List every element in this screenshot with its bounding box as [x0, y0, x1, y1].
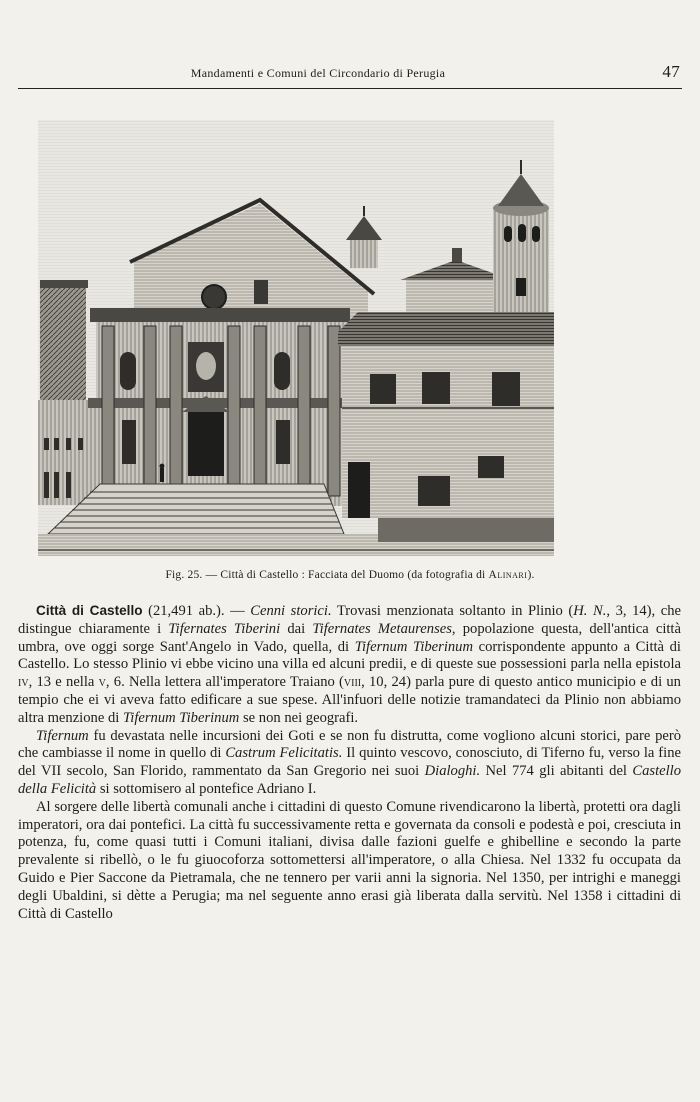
text-run: , 10, 24) parla pure di questo antico municipio e di un tempio che ei vi aveva fatto edificare a sue spese. All'infuori delle notizie tramandateci da Plinio non abbiamo altra menzione di: [18, 674, 681, 726]
roman-numeral: viii: [343, 674, 362, 691]
text-run: fu devastata nelle incursioni dei Goti e se non fu distrutta, come vogliono alcuni storici, pare però che cambiasse il nome in quello di: [18, 727, 681, 762]
running-head: [18, 62, 682, 84]
body-text: [18, 602, 681, 923]
text-run: si sottomisero al pontefice Adriano I.: [96, 780, 317, 797]
figure-caption: [18, 569, 682, 581]
cathedral-engraving: [38, 120, 554, 556]
paragraph-2: [18, 728, 681, 799]
text-run: , 6. Nella lettera all'imperatore Traiano (: [105, 674, 344, 691]
italic-run: Tifernum: [36, 727, 89, 744]
caption-credit: Alinari: [488, 569, 528, 581]
entry-heading: Città di Castello: [36, 603, 143, 618]
caption-text: Fig. 25. — Città di Castello : Facciata del Duomo (da fotografia di: [165, 569, 489, 581]
page-number: 47: [662, 62, 680, 81]
running-title: Mandamenti e Comuni del Circondario di Perugia: [190, 66, 446, 80]
text-run: Trovasi menzionata soltanto in Plinio (: [331, 603, 574, 619]
italic-run: Castello della Felicità: [18, 763, 682, 797]
text-run: se non nei geografi.: [239, 709, 359, 726]
paragraph-3: Al sorgere delle libertà comunali anche i cittadini di questo Comune rivendicarono la libertà, protetti ora dagli imperatori, ora dai pontefici. La città fu successivamente retta e governata da consoli e podestà e poi, cresciuta in potenza, fu, come quasi tutti i Comuni italiani, divisa dalle fazioni guelfe e ghibelline e secondo la parte prevalente si ribellò, o le fu giuocoforza sottomettersi all'imperatore, o alla Chiesa. Nel 1332 fu occupata da Guido e Pier Saccone da Pietramala, che ne tennero per varii anni la signoria. Nel 1350, per intrighi e maneggi degli Ubaldini, si dètte a Perugia; ma nel seguente anno erasi già liberata dalla servitù. Nel 1358 i cittadini di Città di Castello: [18, 798, 681, 922]
italic-run: Dialoghi.: [424, 763, 481, 780]
text-run: dai: [280, 620, 313, 637]
roman-numeral: v: [98, 674, 106, 691]
text-run: , 13 e nella: [28, 674, 99, 691]
caption-end: ).: [527, 569, 535, 581]
italic-run: Castrum Felicitatis.: [225, 745, 343, 762]
italic-run: Tifernum Tiberinum: [122, 709, 240, 726]
text-run: (21,491 ab.). —: [142, 603, 251, 619]
text-run: , 3, 14), che distingue chiaramente i: [18, 603, 681, 637]
text-run: corrispondente appunto a Città di Castello. Lo stesso Plinio vi ebbe vicino una villa ed alcuni predii, e di queste sue possessioni parla nella epistola: [18, 638, 681, 673]
italic-run: Tifernates Metaurenses,: [312, 620, 456, 637]
italic-run: H. N.: [573, 603, 607, 619]
paragraph-1: [18, 602, 681, 728]
text-run: Il quinto vescovo, conosciuto, di Tiferno fu, verso la fine del VII secolo, San Florido, rammentato da San Gregorio nei suoi: [18, 745, 681, 780]
header-rule: [18, 88, 682, 89]
text-run: Nel 774 gli abitanti del: [480, 763, 633, 780]
roman-numeral: iv: [18, 674, 29, 691]
italic-run: Tifernum Tiberinum: [354, 638, 474, 655]
italic-run: Cenni storici.: [250, 603, 332, 619]
cathedral-facade-illustration: [38, 120, 554, 556]
text-run: popolazione questa, dell'antica città umbra, ove oggi sorge Sant'Angelo in Vado, quella, di: [18, 620, 681, 655]
italic-run: Tifernates Tiberini: [168, 620, 281, 637]
